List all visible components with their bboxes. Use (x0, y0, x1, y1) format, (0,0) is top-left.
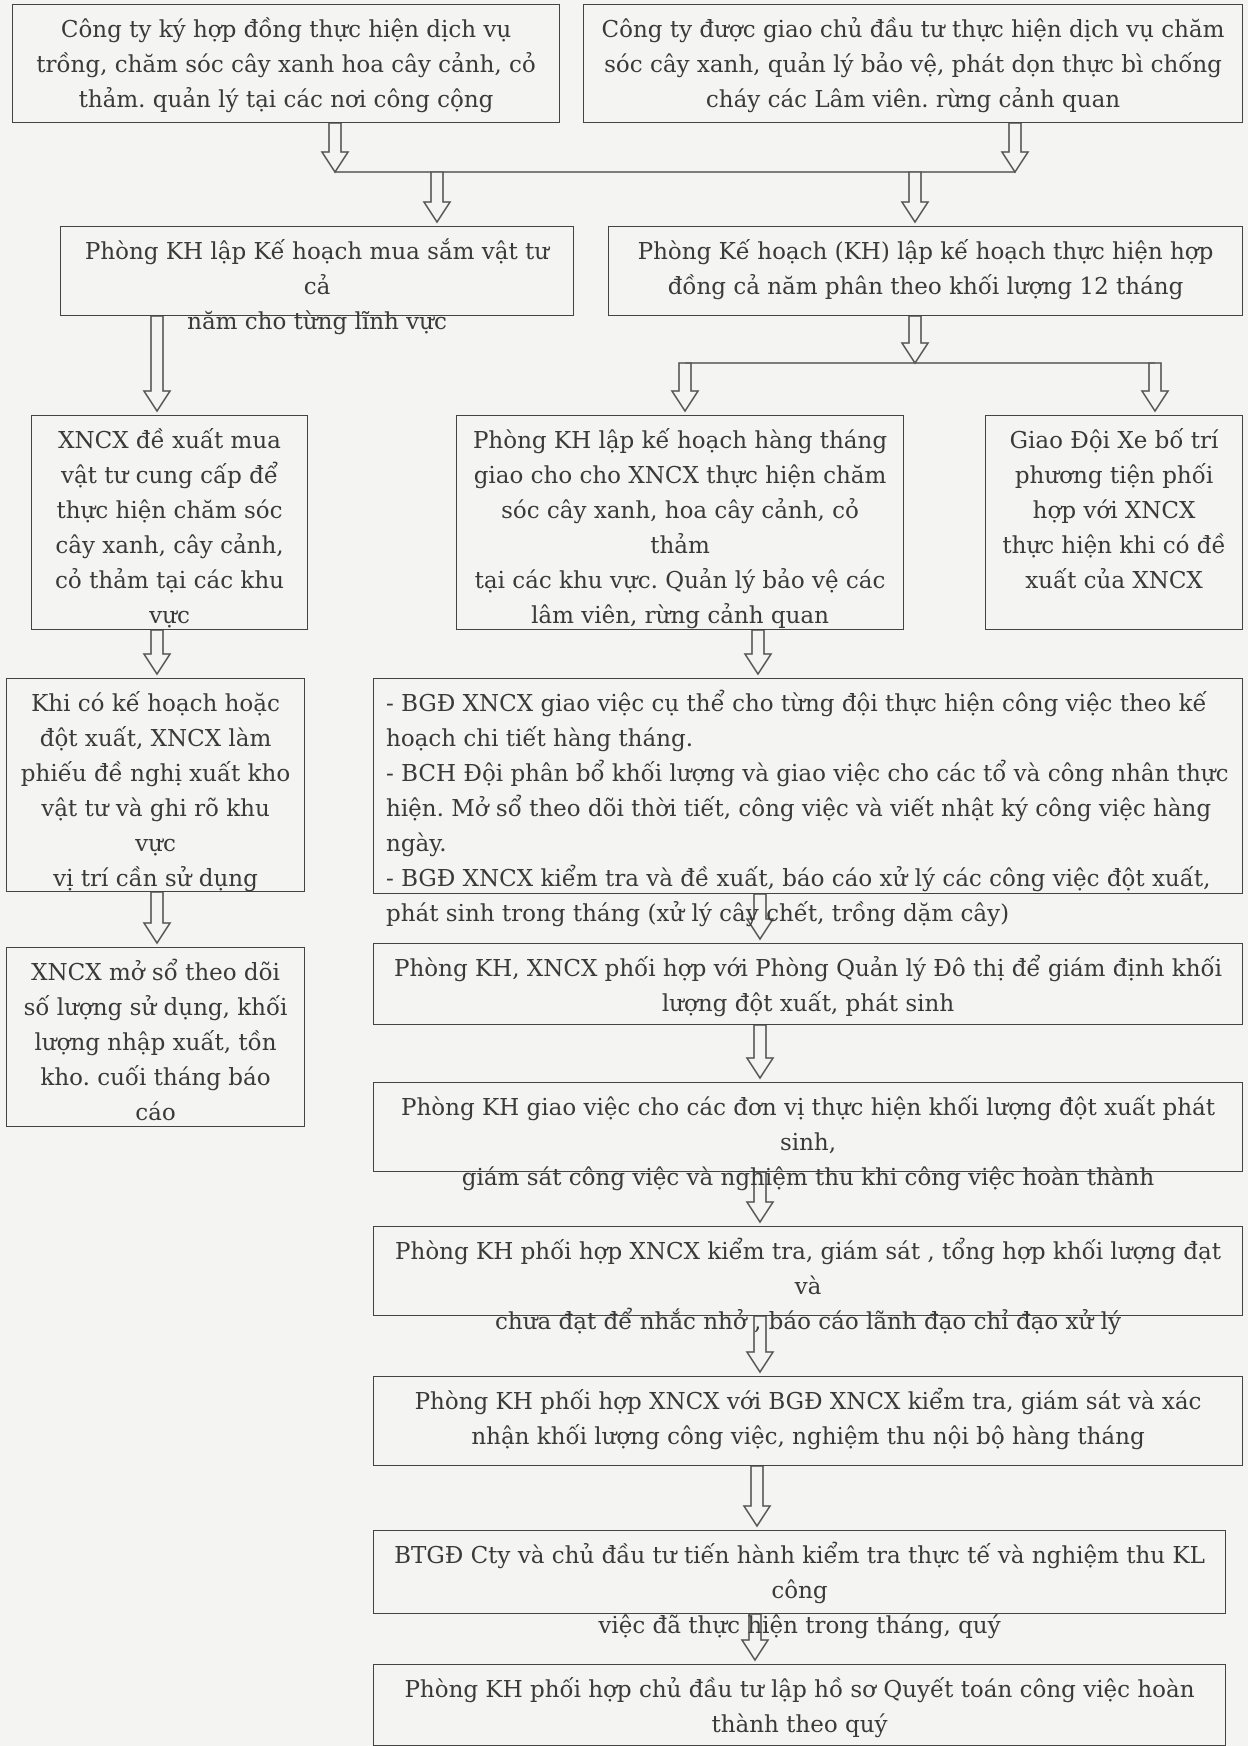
b13-line: Phòng KH phối hợp XNCX kiểm tra, giám sát , tổng hợp khối lượng đạt và (395, 1239, 1221, 1300)
arrow-b14-b15 (744, 1466, 770, 1526)
b6-line: sóc cây xanh, hoa cây cảnh, cỏ thảm (501, 498, 859, 559)
arrow-b1-down (322, 123, 348, 172)
b7-line: Giao Đội Xe bố trí (1009, 428, 1219, 454)
b7-line: phương tiện phối (1014, 463, 1214, 489)
box-investor-acceptance (373, 1530, 1226, 1639)
b15-line: BTGĐ Cty và chủ đầu tư tiến hành kiểm tra thực tế và nghiệm thu KL công (394, 1543, 1205, 1604)
b6-line: giao cho cho XNCX thực hiện chăm (473, 463, 887, 489)
box-tracking-book (6, 947, 305, 1127)
connector-b1-merge (335, 123, 1015, 172)
b10-line: số lượng sử dụng, khối (23, 995, 288, 1021)
box-monthly-plan (456, 415, 904, 630)
b12-line: giám sát công việc và nghiệm thu khi công việc hoàn thành (461, 1165, 1155, 1191)
box-warehouse-request (6, 678, 305, 892)
box-investor-assigned (583, 4, 1243, 123)
arrow-b5-b8 (144, 630, 170, 674)
b14-line: Phòng KH phối hợp XNCX với BGĐ XNCX kiểm tra, giám sát và xác (414, 1389, 1202, 1415)
b16-line: Phòng KH phối hợp chủ đầu tư lập hồ sơ Quyết toán công việc hoàn (404, 1677, 1195, 1703)
b7-line: thực hiện khi có đề (1002, 533, 1226, 559)
b6-line: tại các khu vực. Quản lý bảo vệ các (474, 568, 886, 594)
b9-line: phát sinh trong tháng (xử lý cây chết, trồng dặm cây) (386, 901, 1010, 927)
b12-line: Phòng KH giao việc cho các đơn vị thực hiện khối lượng đột xuất phát sinh, (401, 1095, 1215, 1156)
box-inspection-summary (373, 1226, 1243, 1335)
arrow-to-b3 (424, 172, 450, 222)
b2-line: cháy các Lâm viên. rừng cảnh quan (705, 87, 1121, 113)
b5-line: thực hiện chăm sóc (56, 498, 283, 524)
b1-line: trồng, chăm sóc cây xanh hoa cây cảnh, cỏ (36, 52, 536, 78)
b2-line: Công ty được giao chủ đầu tư thực hiện dịch vụ chăm (601, 17, 1225, 43)
b5-line: vật tư cung cấp để (60, 463, 279, 489)
b6-line: lâm viên, rừng cảnh quan (531, 603, 829, 629)
b9-line: hiện. Mở sổ theo dõi thời tiết, công việc và viết nhật ký công việc hàng ngày. (386, 796, 1212, 857)
arrow-b2-down (1002, 123, 1028, 172)
b10-line: lượng nhập xuất, tồn (34, 1030, 277, 1056)
b6-line: Phòng KH lập kế hoạch hàng tháng (472, 428, 888, 454)
arrow-b11-b12 (747, 1025, 773, 1078)
b9-line: hoạch chi tiết hàng tháng. (386, 726, 694, 752)
box-annual-plan (608, 226, 1243, 316)
arrow-b8-b10 (144, 892, 170, 943)
arrow-to-b7 (1142, 363, 1168, 411)
b10-line: kho. cuối tháng báo cáo (40, 1065, 271, 1126)
b9-line: - BGĐ XNCX kiểm tra và đề xuất, báo cáo xử lý các công việc đột xuất, (386, 866, 1211, 892)
b4-line: Phòng Kế hoạch (KH) lập kế hoạch thực hiện hợp (637, 239, 1214, 265)
b8-line: vị trí cần sử dụng (53, 866, 258, 892)
b11-line: Phòng KH, XNCX phối hợp với Phòng Quản lý Đô thị để giám định khối (394, 956, 1222, 982)
box-contract-services (12, 4, 560, 123)
arrow-to-b4 (902, 172, 928, 222)
b16-line: thành theo quý (711, 1712, 888, 1738)
b11-line: lượng đột xuất, phát sinh (661, 991, 955, 1017)
b2-line: sóc cây xanh, quản lý bảo vệ, phát dọn thực bì chống (604, 52, 1222, 78)
b7-line: hợp với XNCX (1032, 498, 1196, 524)
b8-line: phiếu đề nghị xuất kho (20, 761, 291, 787)
box-settlement (373, 1664, 1226, 1746)
b3-line: Phòng KH lập Kế hoạch mua sắm vật tư cả (84, 239, 550, 300)
box-task-assignment (373, 678, 1243, 927)
b5-line: cỏ thảm tại các khu (55, 568, 284, 594)
arrow-to-b6 (672, 363, 698, 411)
box-internal-acceptance (373, 1376, 1243, 1466)
box-assessment (373, 943, 1243, 1025)
arrow-b4-split (902, 316, 928, 363)
b8-line: Khi có kế hoạch hoặc (31, 691, 280, 717)
b1-line: Công ty ký hợp đồng thực hiện dịch vụ (60, 17, 512, 43)
b8-line: vật tư và ghi rõ khu vực (41, 796, 270, 857)
b5-line: cây xanh, cây cảnh, (55, 533, 284, 559)
b10-line: XNCX mở sổ theo dõi (31, 960, 280, 986)
b5-line: vực (149, 603, 190, 629)
b14-line: nhận khối lượng công việc, nghiệm thu nội bộ hàng tháng (471, 1424, 1145, 1450)
box-unit-assignment (373, 1082, 1243, 1191)
arrow-b6-b9 (745, 630, 771, 674)
b1-line: thảm. quản lý tại các nơi công cộng (78, 87, 494, 113)
box-supply-request (31, 415, 308, 630)
b9-line: - BGĐ XNCX giao việc cụ thể cho từng đội thực hiện công việc theo kế (386, 691, 1207, 717)
b15-line: việc đã thực hiện trong tháng, quý (598, 1613, 1001, 1639)
b5-line: XNCX đề xuất mua (58, 428, 281, 454)
b13-line: chưa đạt để nhắc nhở , báo cáo lãnh đạo chỉ đạo xử lý (495, 1309, 1121, 1335)
b3-line: năm cho từng lĩnh vực (187, 309, 447, 335)
b7-line: xuất của XNCX (1025, 568, 1203, 594)
b9-line: - BCH Đội phân bổ khối lượng và giao việc cho các tổ và công nhân thực (386, 761, 1229, 787)
b4-line: đồng cả năm phân theo khối lượng 12 tháng (667, 274, 1184, 300)
box-supply-plan (60, 226, 574, 335)
b8-line: đột xuất, XNCX làm (39, 726, 272, 752)
box-vehicle-team (985, 415, 1243, 630)
